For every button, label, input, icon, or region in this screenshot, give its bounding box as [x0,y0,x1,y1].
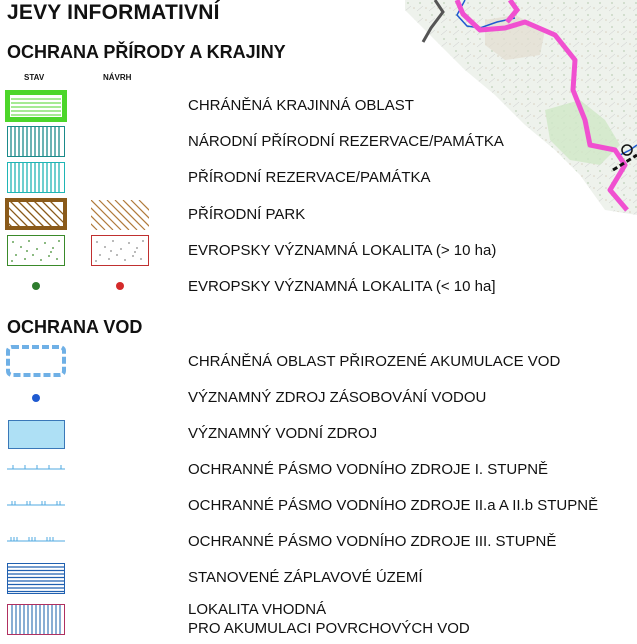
symbol-ochranne-pasmo-3 [7,534,65,544]
symbol-chranena-oblast-akumulace [5,344,67,378]
legend-label: OCHRANNÉ PÁSMO VODNÍHO ZDROJE I. STUPNĚ [188,461,549,478]
symbol-vyznamny-vodni-zdroj [8,420,65,449]
symbol-zdroj-zasobovani [32,394,40,402]
symbol-prirodni-park-navrh [91,200,149,230]
symbol-evl-small-navrh [116,282,124,290]
symbol-lokalita-akumulace [7,604,65,635]
legend-label: VÝZNAMNÝ VODNÍ ZDROJ [188,425,378,442]
symbol-ochranne-pasmo-1 [7,462,65,472]
legend-label-line1: LOKALITA VHODNÁ [188,601,327,618]
symbol-ochranne-pasmo-2 [7,498,65,508]
legend-label: VÝZNAMNÝ ZDROJ ZÁSOBOVÁNÍ VODOU [188,389,487,406]
symbol-prirodni-rezervace [7,162,65,193]
column-header-stav: STAV [24,73,45,82]
symbol-evl-small-stav [32,282,40,290]
column-header-navrh: NÁVRH [103,73,132,82]
symbol-evl-large-navrh [91,235,149,266]
legend-label: EVROPSKY VÝZNAMNÁ LOKALITA (< 10 ha] [188,278,496,295]
legend-label: STANOVENÉ ZÁPLAVOVÉ ÚZEMÍ [188,569,423,586]
legend-label: OCHRANNÉ PÁSMO VODNÍHO ZDROJE III. STUPNĚ [188,533,557,550]
legend-label-line2: PRO AKUMULACI POVRCHOVÝCH VOD [188,620,470,637]
legend-label: CHRÁNĚNÁ OBLAST PŘIROZENÉ AKUMULACE VOD [188,353,561,370]
legend-label: NÁRODNÍ PŘÍRODNÍ REZERVACE/PAMÁTKA [188,133,504,150]
map-fragment [405,0,637,215]
section-heading-nature: OCHRANA PŘÍRODY A KRAJINY [7,42,286,62]
symbol-zaplavove-uzemi [7,563,65,594]
legend-label: EVROPSKY VÝZNAMNÁ LOKALITA (> 10 ha) [188,242,497,259]
section-heading-water: OCHRANA VOD [7,317,143,337]
symbol-narodni-prirodni-rezervace [7,126,65,157]
legend-label: OCHRANNÉ PÁSMO VODNÍHO ZDROJE II.a A II.b STUPNĚ [188,497,599,514]
legend-label: PŘÍRODNÍ REZERVACE/PAMÁTKA [188,169,431,186]
legend-label: CHRÁNĚNÁ KRAJINNÁ OBLAST [188,97,414,114]
symbol-evl-large-stav [7,235,65,266]
legend-label: PŘÍRODNÍ PARK [188,206,306,223]
legend-title: JEVY INFORMATIVNÍ [7,1,220,24]
symbol-chranena-krajinna-oblast [5,90,67,122]
symbol-prirodni-park-stav [5,198,67,230]
